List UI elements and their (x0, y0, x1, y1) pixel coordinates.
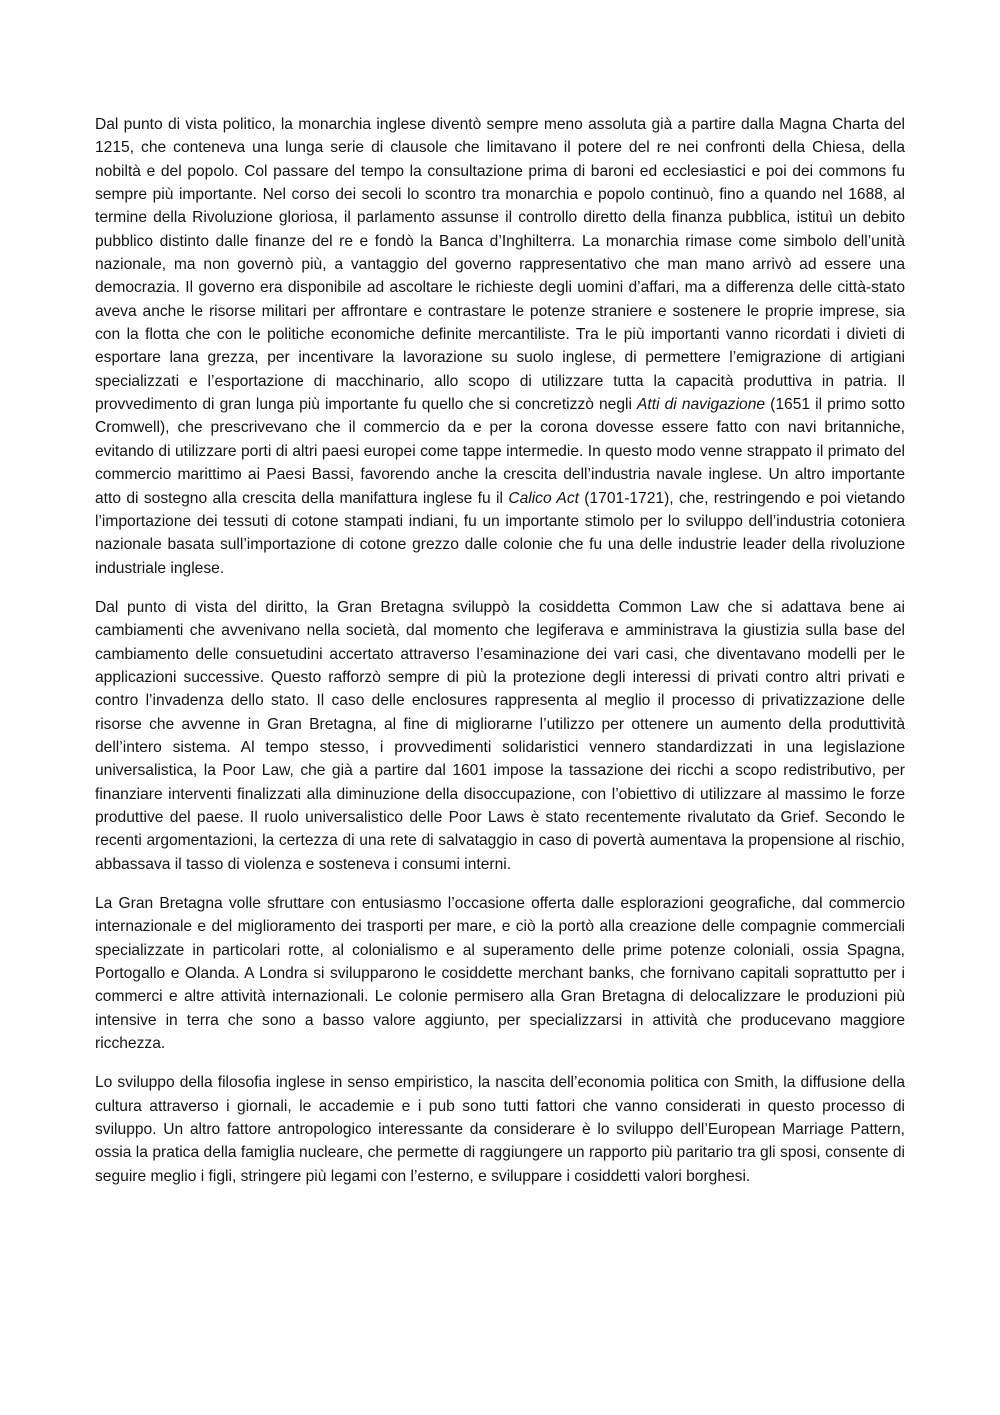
italic-term-atti-di-navigazione: Atti di navigazione (637, 396, 766, 414)
paragraph-colonialism (95, 892, 905, 1055)
text-segment: Dal punto di vista del diritto, la Gran Bretagna sviluppò la cosiddetta Common Law che si adattava bene ai cambiamenti che avvenivano nella società, dal momento che legiferava e amministrava la giustizia sulla base del cambiamento delle consuetudini accertato attraverso l’esaminazione dei vari casi, che diventavano modelli per le applicazioni successive. Questo rafforzò sempre di più la protezione degli interessi di privati contro altri privati e contro l’invadenza dello stato. Il caso delle enclosures rappresenta al meglio il processo di privatizzazione delle risorse che avvenne in Gran Bretagna, al fine di migliorarne l’utilizzo per ottenere un aumento della produttività dell’intero sistema. Al tempo stesso, i provvedimenti solidaristici vennero standardizzati in una legislazione universalistica, la Poor Law, che già a partire dal 1601 impose la tassazione dei ricchi a scopo redistributivo, per finanziare interventi finalizzati alla diminuzione della disoccupazione, con l’obiettivo di utilizzare al massimo le forze produttive del paese. Il ruolo universalistico delle Poor Laws è stato recentemente rivalutato da Grief. Secondo le recenti argomentazioni, la certezza di una rete di salvataggio in caso di povertà aumentava la propensione al rischio, abbassava il tasso di violenza e sosteneva i consumi interni. (95, 598, 905, 873)
text-segment: Dal punto di vista politico, la monarchia inglese diventò sempre meno assoluta già a partire dalla Magna Charta del 1215, che conteneva una lunga serie di clausole che limitavano il potere del re nei confronti della Chiesa, della nobiltà e del popolo. Col passare del tempo la consultazione prima di baroni ed ecclesiastici e poi dei commons fu sempre più importante. Nel corso dei secoli lo scontro tra monarchia e popolo continuò, fino a quando nel 1688, al termine della Rivoluzione gloriosa, il parlamento assunse il controllo diretto della finanza pubblica, istituì un debito pubblico distinto dalle finanze del re e fondò la Banca d’Inghilterra. La monarchia rimase come simbolo dell’unità nazionale, ma non governò più, a vantaggio del governo rappresentativo che man mano arrivò ad essere una democrazia. Il governo era disponibile ad ascoltare le richieste degli uomini d’affari, ma a differenza delle città-stato aveva anche le risorse militari per affrontare e contrastare le potenze straniere e sostenere le proprie imprese, sia con la flotta che con le politiche economiche definite mercantiliste. Tra le più importanti vanno ricordati i divieti di esportare lana grezza, per incentivare la lavorazione su suolo inglese, di permettere l’emigrazione di artigiani specializzati e l’esportazione di macchinario, allo scopo di utilizzare tutta la capacità produttiva in patria. Il provvedimento di gran lunga più importante fu quello che si concretizzò negli (95, 116, 905, 414)
paragraph-politics (95, 113, 905, 580)
text-segment: La Gran Bretagna volle sfruttare con entusiasmo l’occasione offerta dalle esplorazioni geografiche, dal commercio internazionale e del miglioramento dei trasporti per mare, e ciò la portò alla creazione delle compagnie commerciali specializzate in particolari rotte, al colonialismo e al superamento delle prime potenze coloniali, ossia Spagna, Portogallo e Olanda. A Londra si svilupparono le cosiddette merchant banks, che fornivano capitali soprattutto per i commerci e altre attività internazionali. Le colonie permisero alla Gran Bretagna di delocalizzare le produzioni più intensive in terra che sono a basso valore aggiunto, per specializzarsi in attività che producevano maggiore ricchezza. (95, 895, 905, 1053)
paragraph-culture (95, 1071, 905, 1188)
paragraph-law (95, 596, 905, 876)
document-body (95, 113, 905, 1188)
text-segment: (1651 il primo sotto Cromwell), che prescrivevano che il commercio da e per la corona dovesse essere fatto con navi britanniche, evitando di utilizzare porti di altri paesi europei come tappe intermedie. In questo modo venne strappato il primato del commercio marittimo ai Paesi Bassi, favorendo anche la crescita dell’industria navale inglese. Un altro importante atto di sostegno alla crescita della manifattura inglese fu il (95, 396, 905, 507)
text-segment: (1701-1721), che, restringendo e poi vietando l’importazione dei tessuti di cotone stampati indiani, fu un importante stimolo per lo sviluppo dell’industria cotoniera nazionale basata sull’importazione di cotone grezzo dalle colonie che fu una delle industrie leader della rivoluzione industriale inglese. (95, 489, 905, 577)
italic-term-calico-act: Calico Act (508, 489, 579, 507)
text-segment: Lo sviluppo della filosofia inglese in senso empiristico, la nascita dell’economia politica con Smith, la diffusione della cultura attraverso i giornali, le accademie e i pub sono tutti fattori che vanno considerati in questo processo di sviluppo. Un altro fattore antropologico interessante da considerare è lo sviluppo dell’European Marriage Pattern, ossia la pratica della famiglia nucleare, che permette di raggiungere un rapporto più paritario tra gli sposi, consente di seguire meglio i figli, stringere più legami con l’esterno, e sviluppare i cosiddetti valori borghesi. (95, 1074, 905, 1185)
